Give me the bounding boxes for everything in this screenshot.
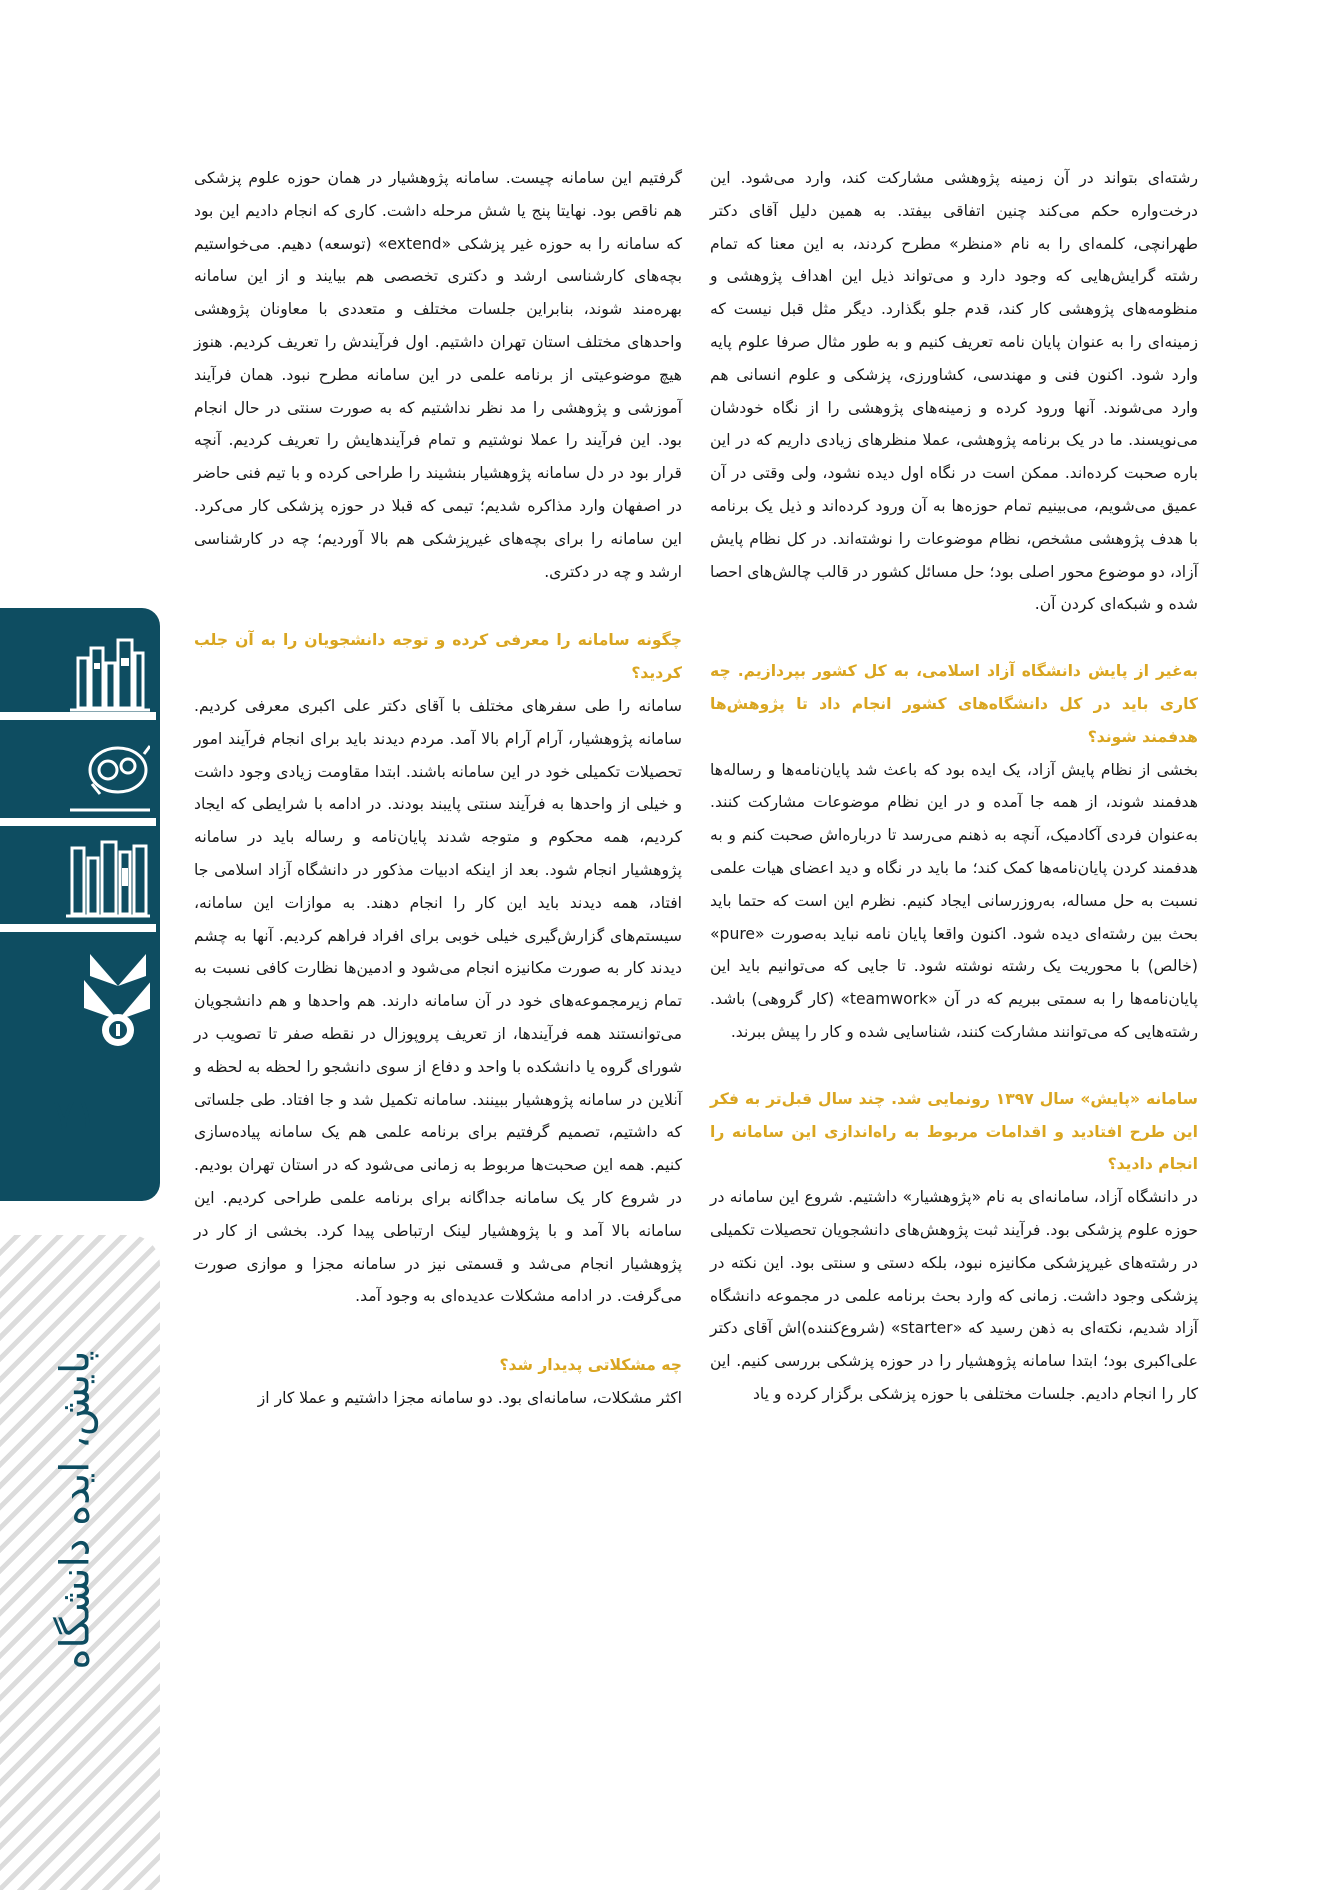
shelf-divider <box>0 712 156 720</box>
text-column-left <box>194 162 682 1415</box>
paragraph: اکثر مشکلات، سامانه‌ای بود. دو سامانه مجزا داشتیم و عملا کار از <box>257 1388 682 1407</box>
brain-gears-icon <box>0 722 150 818</box>
university-logo-icon <box>0 934 150 1064</box>
books-row-icon <box>0 828 150 924</box>
paragraph: سامانه را طی سفرهای مختلف با آقای دکتر علی اکبری معرفی کردیم. سامانه پژوهشیار، آرام آرام بالا آمد. مردم دیدند باید برای انجام فرآیند امور تحصیلات تکمیلی خود در این سامانه باشند. ابتدا مقاومت زیادی وجود داشت و خیلی از واحدها به فرآیند سنتی پایبند بودند. در ادامه با شرایطی که ایجاد کردیم، همه محکوم و متوجه شدند پایان‌نامه و رساله باید در سامانه پژوهشیار انجام شود. بعد از اینکه ادبیات مذکور در دانشگاه آزاد اسلامی جا افتاد، همه دیدند باید این کار را انجام دهند. به موازات این سامانه، سیستم‌های گزارش‌گیری خیلی خوبی برای افراد فراهم کردیم. آنها به چشم دیدند کار به صورت مکانیزه انجام می‌شود و ادمین‌ها نظارت کافی نسبت به تمام زیرمجموعه‌های خود در آن سامانه دارند. هم واحدها و هم دانشجویان می‌توانستند همه فرآیندها، از تعریف پروپوزال در نقطه صفر تا تصویب در شورای گروه یا دانشکده با واحد و دفاع از سوی دانشجو را لحظه به لحظه و آنلاین در سامانه پژوهشیار ببینند. سامانه تکمیل شد و جا افتاد. طی جلساتی که داشتیم، تصمیم گرفتیم برای برنامه علمی هم یک سامانه پیاده‌سازی کنیم. همه این صحبت‌ها مربوط به زمانی می‌شود که در استان تهران بودیم. در شروع کار یک سامانه جداگانه برای برنامه علمی طراحی کردیم. این سامانه بالا آمد و با پژوهشیار لینک ارتباطی پیدا کرد. بخشی از کار در پژوهشیار انجام می‌شد و قسمتی نیز در سامانه مجزا و موازی صورت می‌گرفت. در ادامه مشکلات عدیده‌ای به وجود آمد. <box>194 696 682 1306</box>
paragraph: رشته‌ای بتواند در آن زمینه پژوهشی مشارکت کند، وارد می‌شود. این درخت‌واره حکم می‌کند چنین اتفاقی بیفتد. به همین دلیل آقای دکتر طهرانچی، کلمه‌ای را به نام «منظر» مطرح کردند، به این معنا که تمام رشته گرایش‌هایی که وجود دارد و می‌تواند ذیل این اهداف پژوهشی و منظومه‌های پژوهشی کار کند، قدم جلو بگذارد. دیگر مثل قبل نیست که زمینه‌ای را به عنوان پایان نامه تعریف کنیم و به طور مثال صرفا علوم پایه وارد شود. اکنون فنی و مهندسی، کشاورزی، پزشکی و علوم انسانی هم وارد می‌شوند. آنها ورود کرده و زمینه‌های پژوهشی را از نگاه خودشان می‌نویسند. ما در یک برنامه پژوهشی، عملا منظرهای زیادی داریم که در این باره صحبت کرده‌اند. ممکن است در نگاه اول دیده نشود، ولی وقتی در آن عمیق می‌شویم، می‌بینیم تمام حوزه‌ها به آن ورود کرده‌اند و ذیل یک برنامه با هدف پژوهشی مشخص، نظام موضوعات را نوشته‌اند. در کل نظام پایش آزاد، دو موضوع محور اصلی بود؛ حل مسائل کشور در قالب چالش‌های احصا شده و شبکه‌ای کردن آن. <box>710 169 1198 614</box>
paragraph: در دانشگاه آزاد، سامانه‌ای به نام «پژوهشیار» داشتیم. شروع این سامانه در حوزه علوم پزشکی بود. فرآیند ثبت پژوهش‌های دانشجویان تحصیلات تکمیلی در رشته‌های غیرپزشکی مکانیزه نبود، بلکه دستی و سنتی بود. این نکته در پزشکی وجود داشت. زمانی که وارد بحث برنامه علمی در مجموعه دانشگاه آزاد شدیم، نکته‌ای به ذهن رسید که «starter» (شروع‌کننده)اش آقای دکتر علی‌اکبری بود؛ ابتدا سامانه پژوهشیار را در حوزه پزشکی بررسی کنیم. این کار را انجام دادیم. جلسات مختلفی با حوزه پزشکی برگزار کرده و یاد <box>710 1188 1198 1403</box>
shelf-divider <box>0 818 156 826</box>
page-number: ۷۱ <box>52 1090 98 1139</box>
magazine-section-title <box>40 1320 110 1700</box>
shelf-divider <box>0 924 156 932</box>
interview-question: به‌غیر از پایش دانشگاه آزاد اسلامی، به کل کشور بپردازیم. چه کاری باید در کل دانشگاه‌های کشور انجام داد تا پژوهش‌ها هدفمند شوند؟ <box>710 662 1198 746</box>
paragraph: بخشی از نظام پایش آزاد، یک ایده بود که باعث شد پایان‌نامه‌ها و رساله‌ها هدفمند شوند، از همه جا آمده و در این نظام موضوعات مشارکت کنند. به‌عنوان فردی آکادمیک، آنچه به ذهنم می‌رسد تا درباره‌اش صحبت کنم و به هدفمند کردن پایان‌نامه‌ها کمک کند؛ ما باید در نگاه و دید اعضای هیات علمی نسبت به حل مساله، به‌روزرسانی ایجاد کنیم. نظرم این است که حتما باید بحث بین رشته‌ای دیده شود. اکنون واقعا پایان نامه نباید به‌صورت «pure» (خالص) با محوریت یک رشته نوشته شود. تا جایی که می‌توانیم باید این پایان‌نامه‌ها را به سمتی ببریم که در آن «teamwork» (کار گروهی) باشد. رشته‌هایی که می‌توانند مشارکت کنند، شناسایی شده و کار را پیش ببرند. <box>710 760 1198 1041</box>
interview-question: چگونه سامانه را معرفی کرده و توجه دانشجویان را به آن جلب کردید؟ <box>194 631 682 683</box>
text-column-right <box>710 162 1198 1411</box>
interview-question: چه مشکلاتی پدیدار شد؟ <box>499 1356 682 1375</box>
books-shelf-icon <box>0 618 150 718</box>
paragraph: گرفتیم این سامانه چیست. سامانه پژوهشیار در همان حوزه علوم پزشکی هم ناقص بود. نهایتا پنج یا شش مرحله داشت. کاری که انجام دادیم این بود که سامانه را به حوزه غیر پزشکی «extend» (توسعه) دهیم. می‌خواستیم بچه‌های کارشناسی ارشد و دکتری تخصصی هم بیایند و از این سامانه بهره‌مند شوند، بنابراین جلسات مختلف و متعددی با معاونان پژوهشی واحدهای مختلف استان تهران داشتیم. اول فرآیندش را تعریف کردیم. هنوز هیچ موضوعیتی از برنامه علمی در این سامانه مطرح نبود. همان فرآیند آموزشی و پژوهشی را مد نظر نداشتیم که به صورت سنتی در حال انجام بود. این فرآیند را عملا نوشتیم و تمام فرآیندهایش را تعریف کردیم. آنچه قرار بود در دل سامانه پژوهشیار بنشیند را طراحی کرده و با تیم فنی حاضر در اصفهان وارد مذاکره شدیم؛ تیمی که قبلا در حوزه پزشکی کار می‌کرد. این سامانه را برای بچه‌های غیرپزشکی هم بالا آوردیم؛ چه در کارشناسی ارشد و چه در دکتری. <box>194 169 682 581</box>
section-title-text: پایش، ایده دانشگاه <box>52 1350 98 1670</box>
interview-question: سامانه «پایش» سال ۱۳۹۷ رونمایی شد. چند سال قبل‌تر به فکر این طرح افتادید و اقدامات مربوط به راه‌اندازی این سامانه را انجام دادید؟ <box>710 1089 1198 1174</box>
